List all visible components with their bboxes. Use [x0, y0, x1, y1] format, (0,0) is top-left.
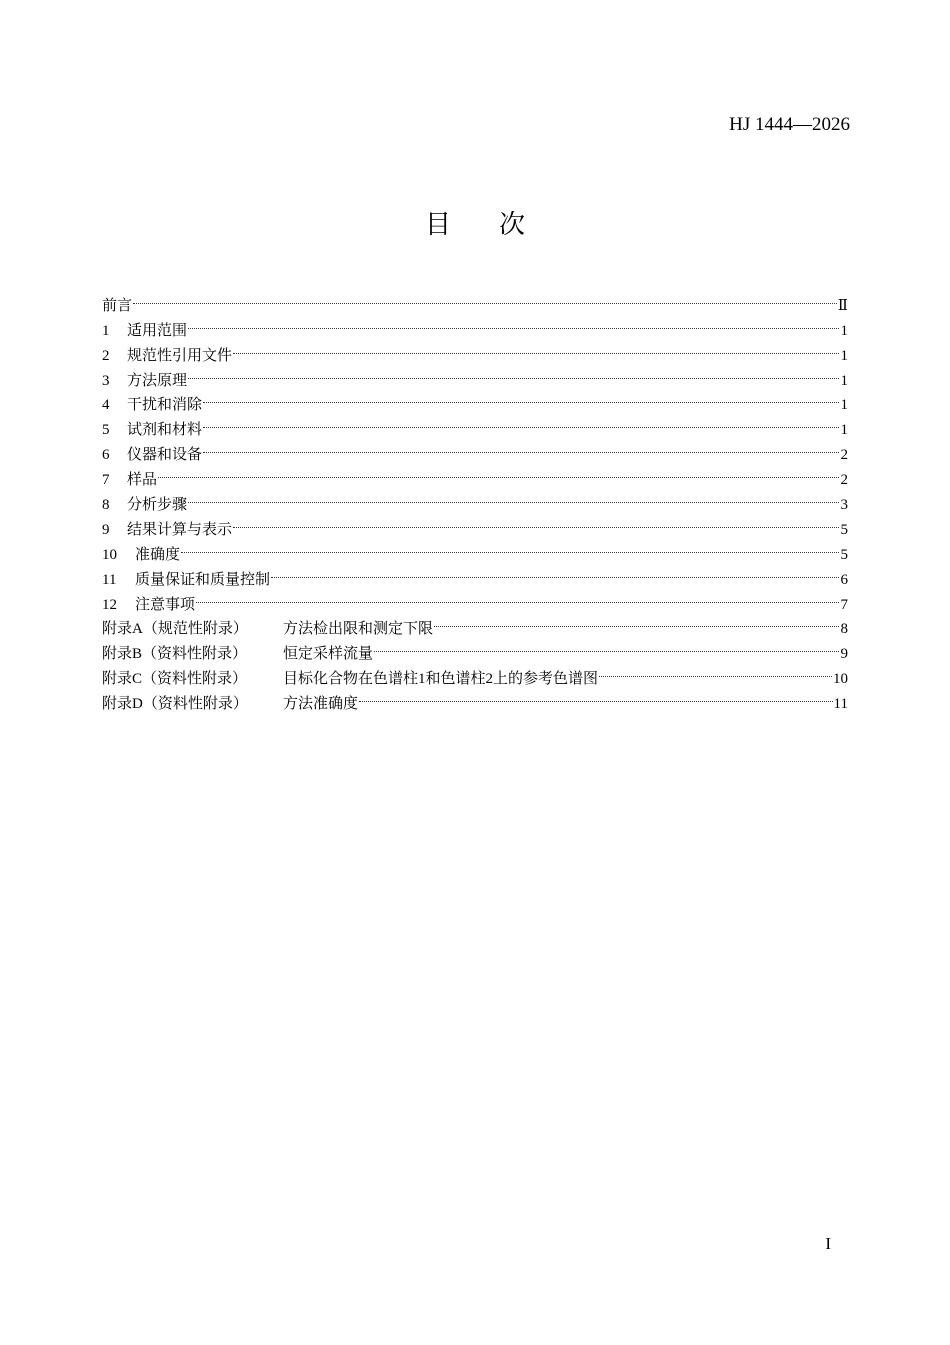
toc-entry-label: 适用范围: [127, 322, 188, 339]
dot-leader: [181, 534, 839, 559]
toc-entry-page: 11: [833, 696, 848, 713]
toc-entry-label: 分析步骤: [127, 497, 188, 514]
toc-entry-9[interactable]: [102, 509, 848, 538]
toc-entry-appendix-a[interactable]: [102, 609, 848, 638]
toc-entry-label: 方法检出限和测定下限: [283, 621, 434, 638]
toc-title-char-2: 次: [499, 210, 526, 240]
toc-entry-number: 5: [102, 422, 110, 439]
toc-entry-3[interactable]: [102, 360, 848, 389]
toc-entry-number: 3: [102, 372, 110, 389]
toc-entry-8[interactable]: [102, 484, 848, 514]
toc-entry-number: 9: [102, 521, 110, 538]
toc-entry-label: 方法准确度: [283, 696, 359, 713]
toc-entry-number: 1: [102, 322, 110, 339]
dot-leader: [374, 633, 839, 658]
toc-entry-page: 8: [840, 621, 848, 638]
page-number: I: [825, 1234, 831, 1253]
toc-entry-page: 2: [840, 472, 848, 489]
toc-entry-label: 仪器和设备: [127, 447, 203, 464]
dot-leader: [434, 609, 839, 634]
toc-entry-page: 5: [840, 521, 848, 538]
toc-entry-label: 注意事项: [135, 596, 196, 613]
dot-leader: [188, 310, 839, 335]
toc-entry-label: 目标化合物在色谱柱1和色谱柱2上的参考色谱图: [283, 671, 599, 688]
toc-entry-label: 前言: [102, 297, 133, 314]
toc-entry-page: 1: [840, 372, 848, 389]
toc-entry-11[interactable]: [102, 559, 848, 588]
toc-entry-1[interactable]: [102, 310, 848, 339]
dot-leader: [188, 360, 839, 385]
dot-leader: [188, 484, 839, 509]
dot-leader: [359, 683, 833, 708]
dot-leader: [271, 559, 839, 584]
toc-entry-label: 质量保证和质量控制: [135, 571, 271, 588]
toc-entry-12[interactable]: [102, 584, 848, 613]
dot-leader: [196, 584, 839, 609]
dot-leader: [599, 658, 832, 683]
toc-title: [0, 204, 950, 241]
dot-leader: [203, 409, 839, 434]
toc-entry-number: 附录C（资料性附录）: [102, 671, 248, 688]
toc-entry-number: 6: [102, 447, 110, 464]
toc-entry-6[interactable]: [102, 434, 848, 464]
toc-entry-label: 规范性引用文件: [127, 347, 233, 364]
dot-leader: [203, 434, 839, 459]
toc-entry-label: 试剂和材料: [127, 422, 203, 439]
toc-entry-page: 5: [840, 546, 848, 563]
toc-entry-page: 6: [840, 571, 848, 588]
toc-entry-page: 3: [840, 497, 848, 514]
toc-entry-label: 恒定采样流量: [283, 646, 374, 663]
toc-entry-page: 9: [840, 646, 848, 663]
toc-entry-page: 1: [840, 347, 848, 364]
toc-entry-number: 12: [102, 596, 117, 613]
dot-leader: [133, 285, 837, 310]
dot-leader: [203, 385, 839, 410]
toc-entry-label: 结果计算与表示: [127, 521, 233, 538]
toc-entry-page: 1: [840, 322, 848, 339]
toc-entry-7[interactable]: [102, 459, 848, 489]
toc-entry-page: Ⅱ: [837, 297, 848, 314]
toc-entry-number: 7: [102, 472, 110, 489]
toc-entry-page: 7: [840, 596, 848, 613]
toc-entry-number: 附录A（规范性附录）: [102, 621, 248, 638]
toc-entry-number: 附录B（资料性附录）: [102, 646, 248, 663]
dot-leader: [158, 459, 839, 484]
toc-entry-label: 干扰和消除: [127, 397, 203, 414]
toc-entry-number: 2: [102, 347, 110, 364]
toc-entry-label: 方法原理: [127, 372, 188, 389]
toc-entry-5[interactable]: [102, 409, 848, 439]
dot-leader: [233, 509, 839, 534]
toc-entry-number: 附录D（资料性附录）: [102, 696, 248, 713]
document-code: HJ 1444—2026: [729, 114, 850, 135]
toc-entry-number: 10: [102, 546, 117, 563]
dot-leader: [233, 335, 839, 360]
toc-entry-label: 样品: [127, 472, 158, 489]
toc-entry-page: 1: [840, 422, 848, 439]
toc-entry-page: 1: [840, 397, 848, 414]
toc-entry-number: 4: [102, 397, 110, 414]
toc-entry-foreword[interactable]: [102, 285, 848, 314]
toc-entry-number: 11: [102, 571, 117, 588]
toc-entry-10[interactable]: [102, 534, 848, 563]
toc-entry-number: 8: [102, 497, 110, 514]
table-of-contents: [102, 285, 848, 713]
toc-entry-page: 2: [840, 447, 848, 464]
toc-title-char-1: 目: [424, 210, 451, 240]
toc-entry-page: 10: [833, 671, 848, 688]
toc-entry-4[interactable]: [102, 385, 848, 414]
toc-entry-2[interactable]: [102, 335, 848, 364]
toc-entry-label: 准确度: [135, 546, 181, 563]
